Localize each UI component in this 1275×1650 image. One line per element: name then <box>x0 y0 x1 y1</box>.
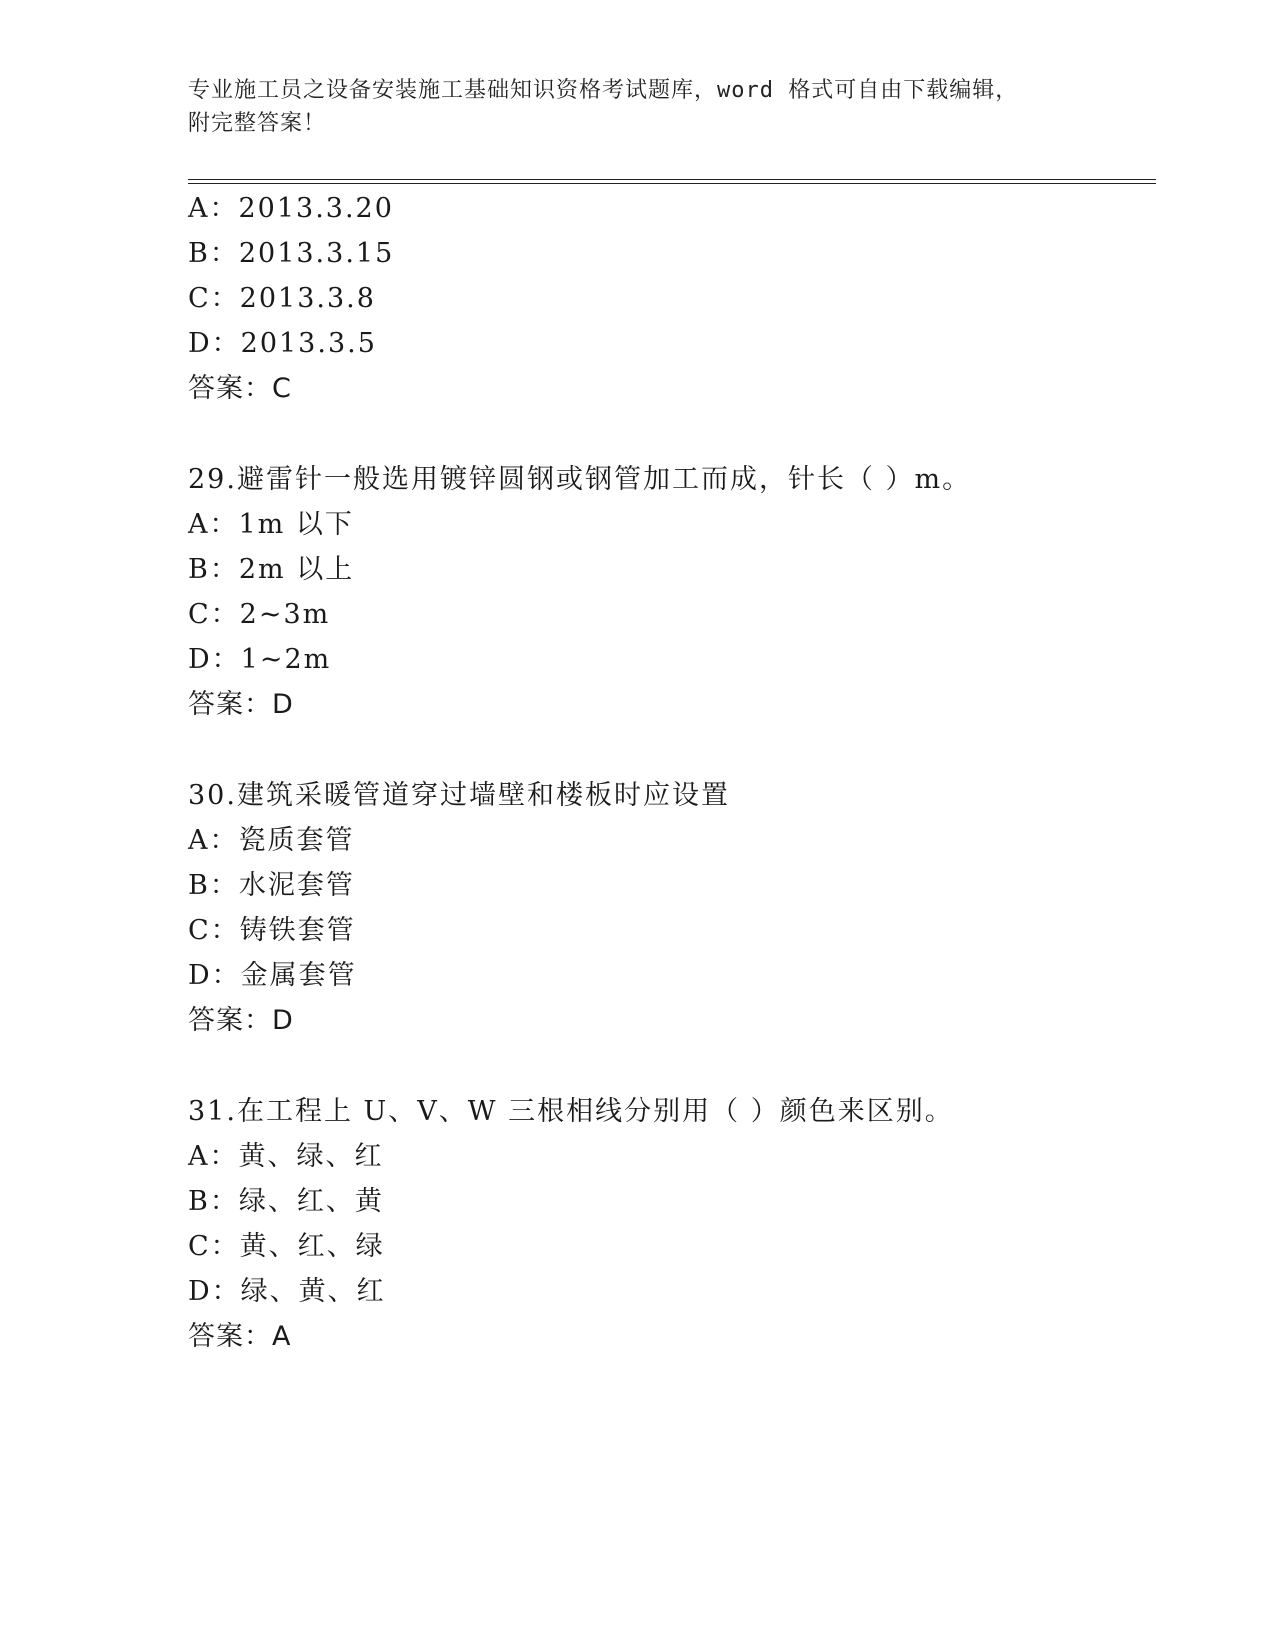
q31-option-c: C：黄、红、绿 <box>188 1231 385 1262</box>
q30-option-d: D：金属套管 <box>188 960 357 991</box>
q29-option-c: C：2~3m <box>188 599 331 630</box>
q31-answer: 答案：A <box>188 1321 292 1352</box>
q30-answer: 答案：D <box>188 1005 294 1036</box>
q28-option-c: C：2013.3.8 <box>188 283 376 314</box>
q28-option-a: A：2013.3.20 <box>188 193 394 224</box>
q31-option-a: A：黄、绿、红 <box>188 1141 384 1172</box>
header-divider-top <box>188 179 1156 180</box>
q30-option-b: B：水泥套管 <box>188 870 355 901</box>
q29-option-d: D：1~2m <box>188 644 332 675</box>
header-line-1: 专业施工员之设备安装施工基础知识资格考试题库，word 格式可自由下载编辑， <box>188 78 1019 103</box>
q29-answer: 答案：D <box>188 689 294 720</box>
q29-question: 29.避雷针一般选用镀锌圆钢或钢管加工而成，针长（ ）m。 <box>188 464 972 495</box>
q31-option-d: D：绿、黄、红 <box>188 1276 386 1307</box>
header-line-2: 附完整答案！ <box>188 111 327 136</box>
q28-option-b: B：2013.3.15 <box>188 238 395 269</box>
document-header <box>188 74 1088 140</box>
q29-option-b: B：2m 以上 <box>188 554 355 585</box>
q30-option-c: C：铸铁套管 <box>188 915 356 946</box>
q31-question: 31.在工程上 U、V、W 三根相线分别用（ ）颜色来区别。 <box>188 1096 954 1127</box>
header-divider-bottom <box>188 183 1156 184</box>
q31-option-b: B：绿、红、黄 <box>188 1186 384 1217</box>
q30-question: 30.建筑采暖管道穿过墙壁和楼板时应设置 <box>188 780 730 811</box>
q28-option-d: D：2013.3.5 <box>188 328 377 359</box>
q28-answer: 答案：C <box>188 373 292 404</box>
q30-option-a: A：瓷质套管 <box>188 825 355 856</box>
q29-option-a: A：1m 以下 <box>188 509 354 540</box>
